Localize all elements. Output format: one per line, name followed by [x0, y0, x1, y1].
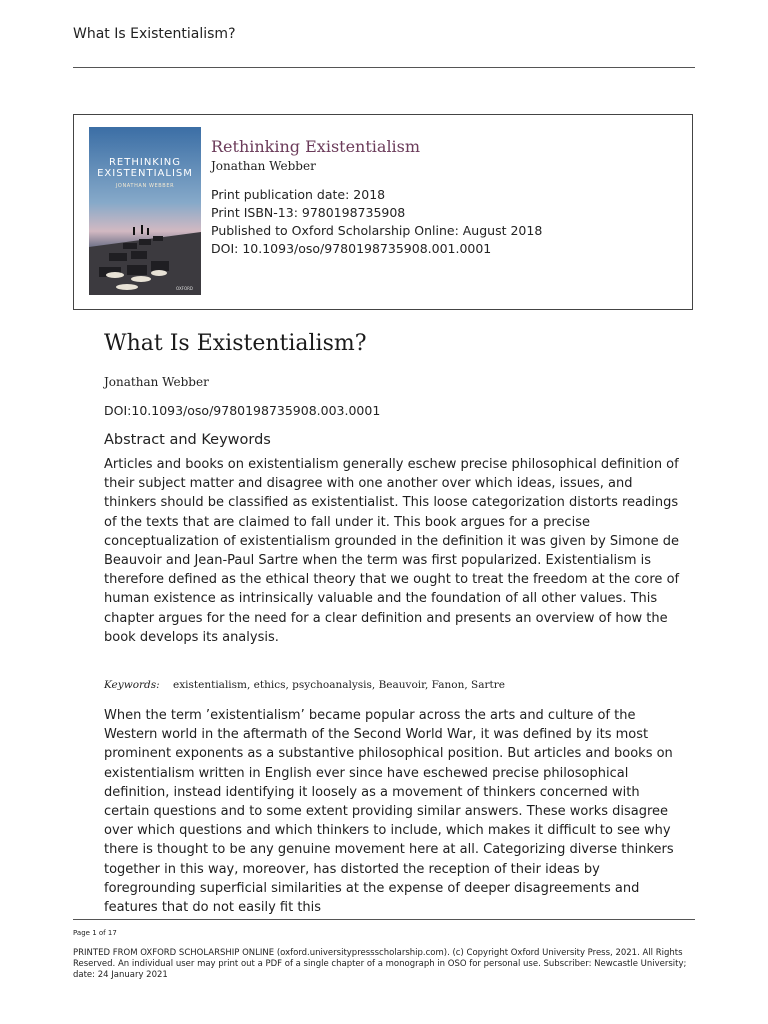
abstract-heading: Abstract and Keywords — [104, 432, 271, 448]
book-cover-image — [89, 127, 201, 295]
book-author: Jonathan Webber — [211, 159, 316, 173]
print-isbn: Print ISBN-13: 9780198735908 — [211, 205, 406, 220]
keywords — [104, 679, 505, 691]
running-head: What Is Existentialism? — [73, 26, 236, 42]
header-divider — [73, 67, 695, 68]
abstract-text: Articles and books on existentialism generally eschew precise philosophical definition of their subject matter and disagree with one another over which ideas, issues, and thinkers should be classified as existentialist. This loose categorization distorts readings of the texts that are claimed to fall under it. This book argues for a precise conceptualization of existentialism grounded in the definition it was given by Simone de Beauvoir and Jean-Paul Sartre when the term was first popularized. Existentialism is therefore defined as the ethical theory that we ought to treat the freedom at the core of human existence as intrinsically valuable and the foundation of all other values. This chapter argues for the need for a clear definition and presents an overview of how the book develops its analysis. — [104, 457, 680, 645]
page-label: Page — [73, 929, 90, 937]
chapter-doi: DOI:10.1093/oso/9780198735908.003.0001 — [104, 403, 381, 418]
keywords-value: existentialism, ethics, psychoanalysis, Beauvoir, Fanon, Sartre — [173, 679, 505, 691]
book-title: Rethinking Existentialism — [211, 137, 421, 156]
chapter-title: What Is Existentialism? — [104, 331, 367, 356]
page-number — [73, 929, 117, 937]
footer-divider — [73, 919, 695, 920]
page-total: 17 — [107, 929, 117, 937]
footer-copyright: PRINTED FROM OXFORD SCHOLARSHIP ONLINE (oxford.universitypressscholarship.com). (c) Copyright Oxford University Press, 2021. All Rights Reserved. An individual user may print out a PDF of a single chapter of a monograph in OSO for personal use. Subscriber: Newcastle University; date: 24 January 2021 — [73, 948, 687, 980]
cover-publisher: OXFORD — [176, 286, 193, 291]
cover-illustration — [89, 127, 201, 295]
book-doi: DOI: 10.1093/oso/9780198735908.001.0001 — [211, 241, 492, 256]
keywords-label: Keywords: — [104, 679, 160, 691]
cover-author: JONATHAN WEBBER — [115, 183, 175, 189]
cover-title — [89, 157, 201, 179]
body-paragraph: When the term ’existentialism’ became popular across the arts and culture of the Western world in the aftermath of the Second World War, it was defined by its most prominent exponents as a substantive philosophical position. But articles and books on existentialism written in English ever since have eschewed precise philosophical definition, instead identifying it loosely as a movement of thinkers concerned with certain questions and to some extent providing similar answers. These works disagree over which questions and which thinkers to include, which makes it difficult to see why there is thought to be any genuine movement here at all. Categorizing diverse thinkers together in this way, moreover, has distorted the reception of their ideas by foregrounding superficial similarities at the expense of deeper disagreements and features that do not easily fit this — [104, 708, 674, 916]
print-publication-date: Print publication date: 2018 — [211, 187, 386, 202]
chapter-author: Jonathan Webber — [104, 375, 209, 389]
cover-title-line1: RETHINKING — [108, 157, 182, 168]
page-current: 1 — [92, 929, 97, 937]
book-metadata — [211, 136, 681, 258]
published-online: Published to Oxford Scholarship Online: August 2018 — [211, 223, 543, 238]
book-info-box — [73, 114, 693, 310]
cover-title-line2: EXISTENTIALISM — [97, 168, 193, 179]
page-of: of — [98, 929, 106, 937]
